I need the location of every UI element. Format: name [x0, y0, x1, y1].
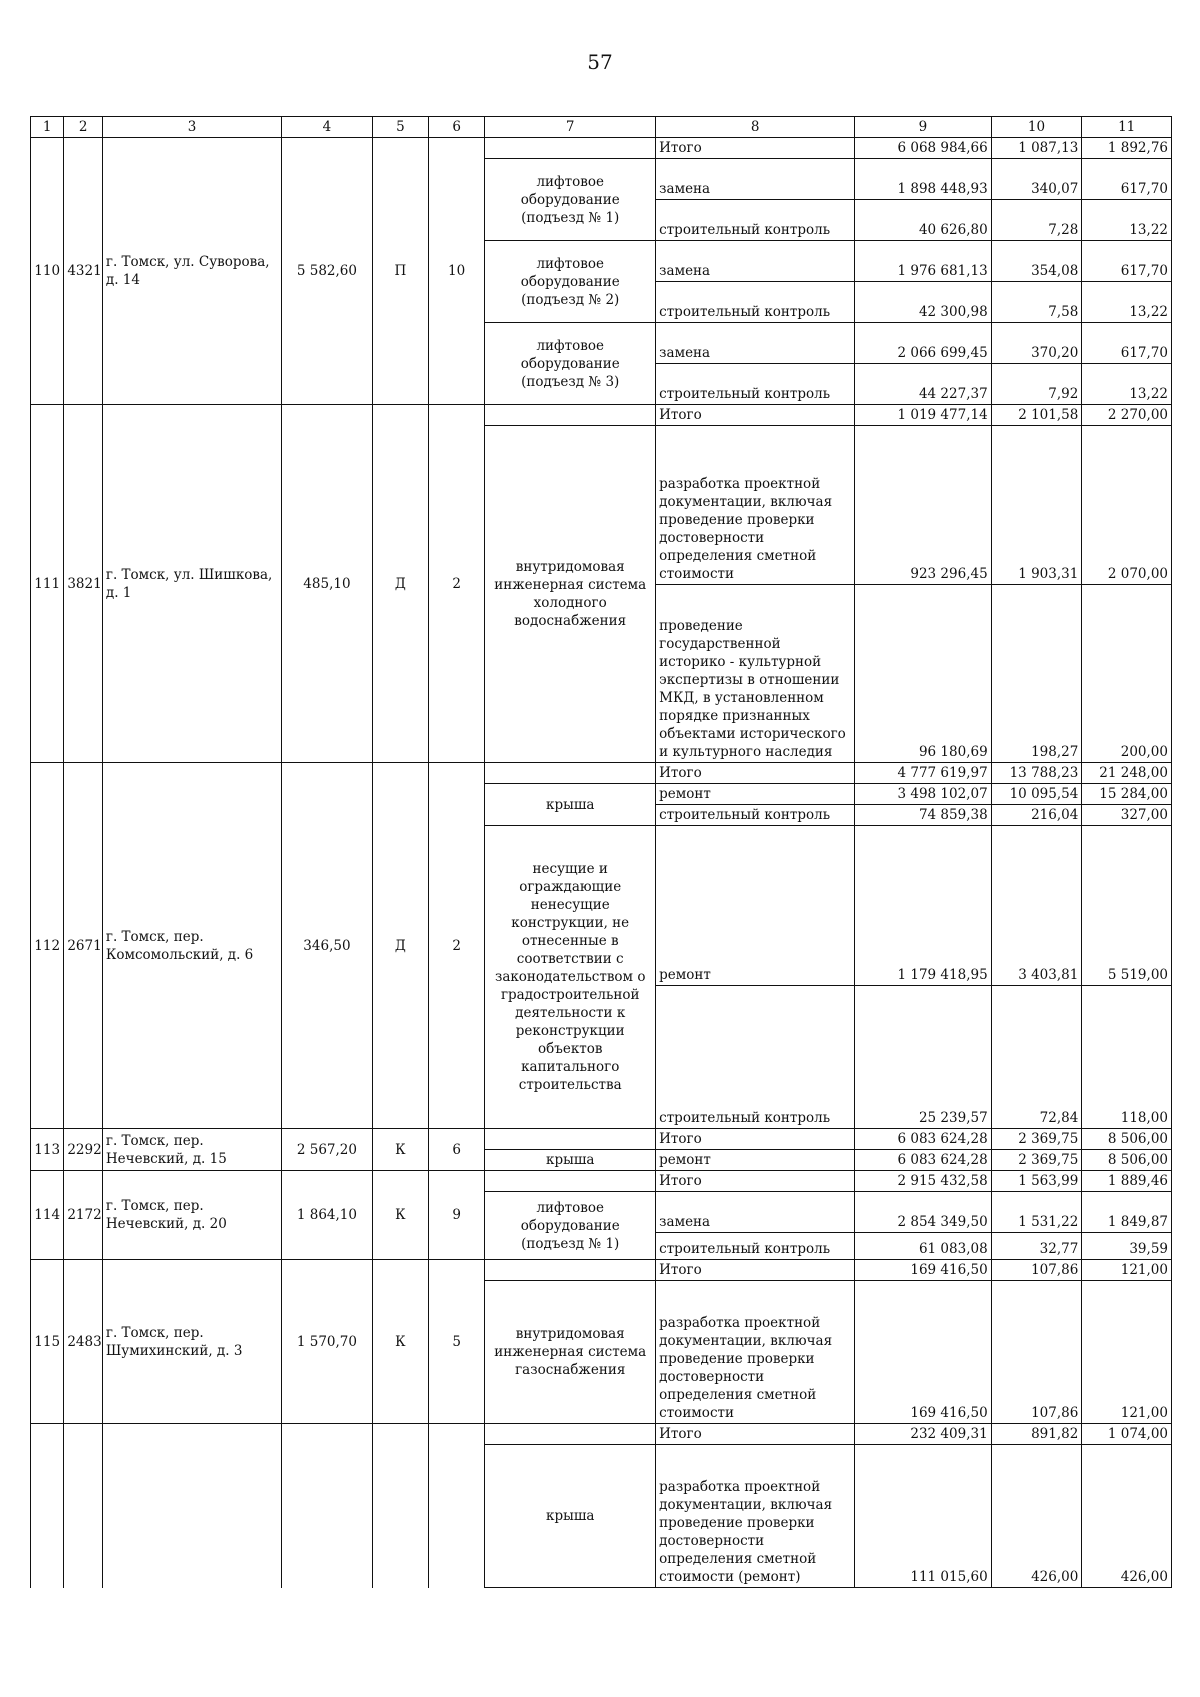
total-cost-per-m2: 1 563,99 [991, 1171, 1082, 1192]
row-number: 114 [31, 1171, 64, 1260]
col-header-6: 6 [429, 117, 485, 138]
col-header-5: 5 [372, 117, 428, 138]
house-type: П [372, 138, 428, 405]
col-header-7: 7 [485, 117, 656, 138]
system-name: лифтовое оборудование (подъезд № 3) [485, 323, 656, 405]
house-floors [429, 1424, 485, 1588]
work-cost: 42 300,98 [855, 282, 992, 323]
col-header-1: 1 [31, 117, 64, 138]
work-type: замена [656, 159, 855, 200]
work-type: строительный контроль [656, 1233, 855, 1260]
system-name: крыша [485, 784, 656, 826]
total-cost-per-m2: 891,82 [991, 1424, 1082, 1445]
work-type: строительный контроль [656, 200, 855, 241]
system-name: крыша [485, 1150, 656, 1171]
house-type: Д [372, 763, 428, 1129]
house-type: К [372, 1260, 428, 1424]
work-type: ремонт [656, 1150, 855, 1171]
work-cost-per-m2: 370,20 [991, 323, 1082, 364]
system-cell-empty [485, 1424, 656, 1445]
work-cost-per-m2: 1 903,31 [991, 426, 1082, 585]
row-number: 110 [31, 138, 64, 405]
work-cost: 74 859,38 [855, 805, 992, 826]
total-label: Итого [656, 763, 855, 784]
work-cost-per-m2: 10 095,54 [991, 784, 1082, 805]
system-name: лифтовое оборудование (подъезд № 2) [485, 241, 656, 323]
work-limit-per-m2: 327,00 [1082, 805, 1172, 826]
work-limit-per-m2: 118,00 [1082, 986, 1172, 1129]
row-number: 112 [31, 763, 64, 1129]
column-header-row [31, 117, 1172, 138]
work-type: проведение государственной историко - культурной экспертизы в отношении МКД, в установленном порядке признанных объектами исторического и культурного наследия [656, 585, 855, 763]
col-header-4: 4 [282, 117, 373, 138]
work-type: строительный контроль [656, 282, 855, 323]
work-cost: 1 898 448,93 [855, 159, 992, 200]
work-cost-per-m2: 7,58 [991, 282, 1082, 323]
system-cell-empty [485, 1171, 656, 1192]
row-number: 115 [31, 1260, 64, 1424]
col-header-10: 10 [991, 117, 1082, 138]
work-cost-per-m2: 426,00 [991, 1445, 1082, 1588]
house-address: г. Томск, пер. Комсомольский, д. 6 [102, 763, 281, 1129]
house-code: 2292 [64, 1129, 103, 1171]
total-limit-per-m2: 1 889,46 [1082, 1171, 1172, 1192]
house-address [102, 1424, 281, 1588]
work-cost: 2 066 699,45 [855, 323, 992, 364]
total-label: Итого [656, 1260, 855, 1281]
total-label: Итого [656, 138, 855, 159]
house-address: г. Томск, ул. Суворова, д. 14 [102, 138, 281, 405]
work-type: замена [656, 1192, 855, 1233]
house-area: 5 582,60 [282, 138, 373, 405]
page-number: 57 [587, 50, 613, 74]
house-floors: 6 [429, 1129, 485, 1171]
work-cost: 6 083 624,28 [855, 1150, 992, 1171]
work-cost: 111 015,60 [855, 1445, 992, 1588]
total-cost: 2 915 432,58 [855, 1171, 992, 1192]
table-row [31, 1260, 1172, 1281]
total-cost: 4 777 619,97 [855, 763, 992, 784]
system-cell-empty [485, 1129, 656, 1150]
total-cost: 1 019 477,14 [855, 405, 992, 426]
house-code: 2483 [64, 1260, 103, 1424]
work-limit-per-m2: 617,70 [1082, 159, 1172, 200]
work-limit-per-m2: 13,22 [1082, 364, 1172, 405]
house-type: К [372, 1171, 428, 1260]
total-label: Итого [656, 1171, 855, 1192]
system-name: лифтовое оборудование (подъезд № 1) [485, 159, 656, 241]
work-cost-per-m2: 3 403,81 [991, 826, 1082, 986]
house-area: 346,50 [282, 763, 373, 1129]
house-code: 3821 [64, 405, 103, 763]
total-label: Итого [656, 405, 855, 426]
system-name: несущие и ограждающие ненесущие конструкции, не отнесенные в соответствии с законодательством о градостроительной деятельности к реконструкции объектов капитального строительства [485, 826, 656, 1129]
house-address: г. Томск, пер. Нечевский, д. 15 [102, 1129, 281, 1171]
system-name: крыша [485, 1445, 656, 1588]
house-address: г. Томск, пер. Шумихинский, д. 3 [102, 1260, 281, 1424]
house-code: 2671 [64, 763, 103, 1129]
capital-repair-table [30, 116, 1172, 1588]
col-header-8: 8 [656, 117, 855, 138]
work-cost: 3 498 102,07 [855, 784, 992, 805]
system-name: внутридомовая инженерная система газоснабжения [485, 1281, 656, 1424]
house-code: 4321 [64, 138, 103, 405]
work-type: ремонт [656, 784, 855, 805]
work-limit-per-m2: 200,00 [1082, 585, 1172, 763]
house-floors: 2 [429, 763, 485, 1129]
total-label: Итого [656, 1129, 855, 1150]
house-floors: 10 [429, 138, 485, 405]
work-limit-per-m2: 13,22 [1082, 200, 1172, 241]
work-cost: 44 227,37 [855, 364, 992, 405]
system-cell-empty [485, 405, 656, 426]
total-limit-per-m2: 121,00 [1082, 1260, 1172, 1281]
house-area: 1 864,10 [282, 1171, 373, 1260]
total-label: Итого [656, 1424, 855, 1445]
work-cost: 96 180,69 [855, 585, 992, 763]
work-cost-per-m2: 107,86 [991, 1281, 1082, 1424]
work-type: разработка проектной документации, включая проведение проверки достоверности определения сметной стоимости (ремонт) [656, 1445, 855, 1588]
house-area [282, 1424, 373, 1588]
total-cost: 169 416,50 [855, 1260, 992, 1281]
total-cost-per-m2: 107,86 [991, 1260, 1082, 1281]
house-type: К [372, 1129, 428, 1171]
col-header-3: 3 [102, 117, 281, 138]
total-cost: 232 409,31 [855, 1424, 992, 1445]
work-cost: 169 416,50 [855, 1281, 992, 1424]
work-cost-per-m2: 32,77 [991, 1233, 1082, 1260]
table-row [31, 1424, 1172, 1445]
work-limit-per-m2: 617,70 [1082, 323, 1172, 364]
house-address: г. Томск, ул. Шишкова, д. 1 [102, 405, 281, 763]
house-area: 485,10 [282, 405, 373, 763]
house-type: Д [372, 405, 428, 763]
work-limit-per-m2: 5 519,00 [1082, 826, 1172, 986]
house-code [64, 1424, 103, 1588]
system-cell-empty [485, 763, 656, 784]
total-cost-per-m2: 13 788,23 [991, 763, 1082, 784]
system-name: лифтовое оборудование (подъезд № 1) [485, 1192, 656, 1260]
work-cost-per-m2: 340,07 [991, 159, 1082, 200]
total-limit-per-m2: 21 248,00 [1082, 763, 1172, 784]
row-number: 111 [31, 405, 64, 763]
work-limit-per-m2: 2 070,00 [1082, 426, 1172, 585]
col-header-11: 11 [1082, 117, 1172, 138]
total-limit-per-m2: 8 506,00 [1082, 1129, 1172, 1150]
work-limit-per-m2: 13,22 [1082, 282, 1172, 323]
table-row [31, 1171, 1172, 1192]
total-cost-per-m2: 2 369,75 [991, 1129, 1082, 1150]
work-cost: 40 626,80 [855, 200, 992, 241]
work-cost: 61 083,08 [855, 1233, 992, 1260]
work-cost: 1 179 418,95 [855, 826, 992, 986]
house-type [372, 1424, 428, 1588]
work-limit-per-m2: 426,00 [1082, 1445, 1172, 1588]
work-limit-per-m2: 15 284,00 [1082, 784, 1172, 805]
col-header-9: 9 [855, 117, 992, 138]
system-name: внутридомовая инженерная система холодного водоснабжения [485, 426, 656, 763]
table-row [31, 405, 1172, 426]
system-cell-empty [485, 1260, 656, 1281]
work-cost-per-m2: 198,27 [991, 585, 1082, 763]
work-cost-per-m2: 7,92 [991, 364, 1082, 405]
work-cost: 25 239,57 [855, 986, 992, 1129]
work-cost-per-m2: 72,84 [991, 986, 1082, 1129]
work-limit-per-m2: 617,70 [1082, 241, 1172, 282]
work-cost: 923 296,45 [855, 426, 992, 585]
work-type: строительный контроль [656, 986, 855, 1129]
row-number [31, 1424, 64, 1588]
work-cost-per-m2: 354,08 [991, 241, 1082, 282]
total-cost-per-m2: 2 101,58 [991, 405, 1082, 426]
work-type: ремонт [656, 826, 855, 986]
total-cost: 6 083 624,28 [855, 1129, 992, 1150]
work-type: замена [656, 323, 855, 364]
house-address: г. Томск, пер. Нечевский, д. 20 [102, 1171, 281, 1260]
work-type: замена [656, 241, 855, 282]
house-floors: 2 [429, 405, 485, 763]
work-limit-per-m2: 8 506,00 [1082, 1150, 1172, 1171]
work-cost-per-m2: 216,04 [991, 805, 1082, 826]
work-limit-per-m2: 39,59 [1082, 1233, 1172, 1260]
work-cost-per-m2: 2 369,75 [991, 1150, 1082, 1171]
total-limit-per-m2: 2 270,00 [1082, 405, 1172, 426]
work-cost-per-m2: 1 531,22 [991, 1192, 1082, 1233]
table-row [31, 138, 1172, 159]
house-area: 1 570,70 [282, 1260, 373, 1424]
work-cost: 2 854 349,50 [855, 1192, 992, 1233]
work-type: разработка проектной документации, включая проведение проверки достоверности определения сметной стоимости [656, 1281, 855, 1424]
table-row [31, 1129, 1172, 1150]
work-type: строительный контроль [656, 364, 855, 405]
house-floors: 5 [429, 1260, 485, 1424]
house-area: 2 567,20 [282, 1129, 373, 1171]
col-header-2: 2 [64, 117, 103, 138]
work-cost-per-m2: 7,28 [991, 200, 1082, 241]
house-floors: 9 [429, 1171, 485, 1260]
total-cost-per-m2: 1 087,13 [991, 138, 1082, 159]
work-type: строительный контроль [656, 805, 855, 826]
work-limit-per-m2: 1 849,87 [1082, 1192, 1172, 1233]
house-code: 2172 [64, 1171, 103, 1260]
total-limit-per-m2: 1 074,00 [1082, 1424, 1172, 1445]
work-type: разработка проектной документации, включая проведение проверки достоверности определения сметной стоимости [656, 426, 855, 585]
system-cell-empty [485, 138, 656, 159]
row-number: 113 [31, 1129, 64, 1171]
table-row [31, 763, 1172, 784]
total-cost: 6 068 984,66 [855, 138, 992, 159]
total-limit-per-m2: 1 892,76 [1082, 138, 1172, 159]
work-limit-per-m2: 121,00 [1082, 1281, 1172, 1424]
work-cost: 1 976 681,13 [855, 241, 992, 282]
